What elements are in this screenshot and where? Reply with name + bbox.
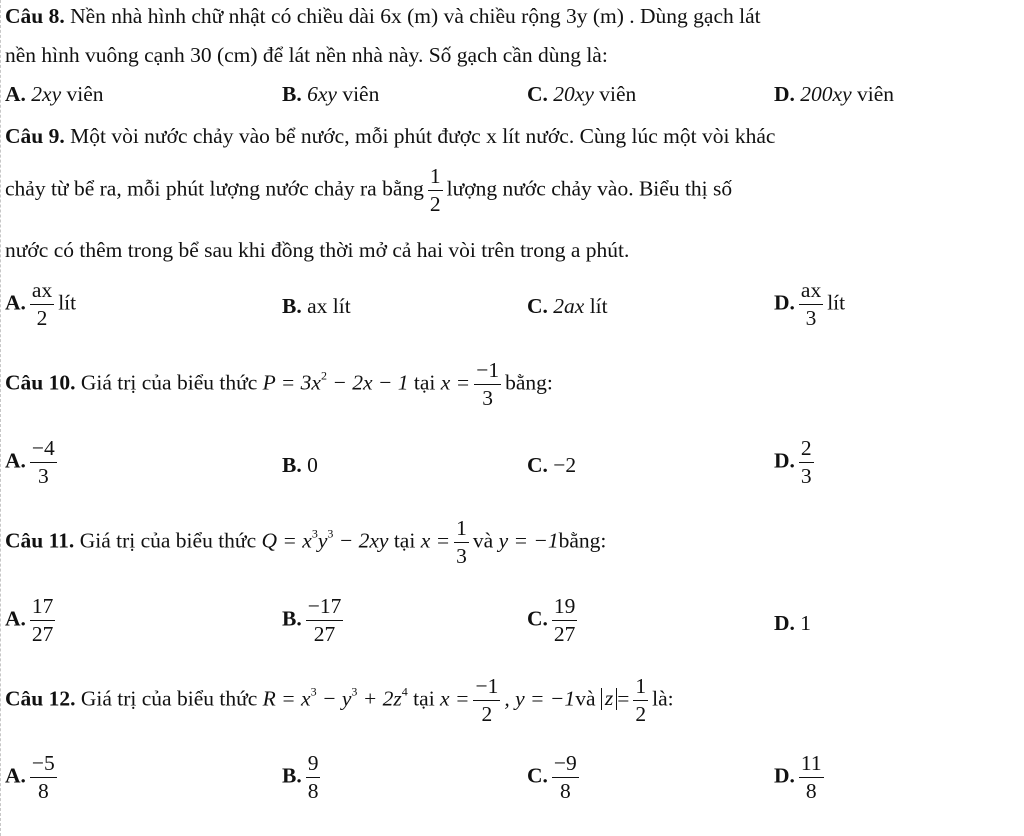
q11-expr-y: y bbox=[317, 528, 328, 553]
q11-label: Câu 11. bbox=[5, 528, 75, 553]
fraction bbox=[474, 360, 501, 409]
option-expr: ax bbox=[307, 294, 328, 318]
fraction bbox=[30, 280, 54, 329]
option-expr: 6xy bbox=[307, 82, 337, 106]
option-letter: A. bbox=[5, 448, 26, 473]
exponent: 4 bbox=[401, 684, 408, 699]
fraction bbox=[30, 596, 56, 645]
option-letter: A. bbox=[5, 82, 26, 106]
exponent: 3 bbox=[327, 526, 334, 541]
option-unit: viên bbox=[66, 82, 104, 106]
option-letter: D. bbox=[774, 763, 795, 788]
option-unit: lít bbox=[589, 294, 608, 318]
fraction-num: −9 bbox=[552, 753, 579, 778]
exponent: 2 bbox=[320, 368, 327, 383]
fraction-den: 3 bbox=[805, 305, 817, 330]
fraction-num: 9 bbox=[306, 753, 321, 778]
option-letter: A. bbox=[5, 606, 26, 631]
option-expr: −2 bbox=[553, 453, 577, 477]
fraction bbox=[306, 753, 321, 802]
q12-tail: là: bbox=[652, 686, 674, 711]
option-letter: D. bbox=[774, 448, 795, 473]
q8-label: Câu 8. bbox=[5, 4, 65, 28]
option-unit: viên bbox=[857, 82, 895, 106]
q8-option-c bbox=[527, 84, 636, 106]
option-letter: C. bbox=[527, 763, 548, 788]
fraction-num: −4 bbox=[30, 438, 57, 463]
fraction bbox=[799, 280, 823, 329]
fraction-den: 8 bbox=[307, 778, 319, 803]
q11-text: Giá trị của biểu thức bbox=[79, 528, 257, 553]
q11-option-a bbox=[5, 596, 59, 645]
fraction-num: −1 bbox=[474, 360, 501, 385]
q8-line1 bbox=[5, 6, 761, 28]
option-letter: C. bbox=[527, 453, 548, 477]
q9-label: Câu 9. bbox=[5, 124, 65, 148]
option-letter: D. bbox=[774, 290, 795, 315]
fraction-num: 19 bbox=[552, 596, 578, 621]
fraction-num: −17 bbox=[306, 596, 344, 621]
q10-line bbox=[5, 360, 553, 409]
fraction-num: 1 bbox=[428, 166, 443, 191]
exponent: 3 bbox=[351, 684, 358, 699]
option-letter: A. bbox=[5, 763, 26, 788]
fraction-num: 1 bbox=[454, 518, 469, 543]
fraction bbox=[306, 596, 344, 645]
q8-option-a bbox=[5, 84, 104, 106]
fraction-den: 2 bbox=[481, 701, 493, 726]
fraction bbox=[552, 753, 579, 802]
q12-expr-y: − y bbox=[316, 686, 352, 711]
q9-text2a: chảy từ bể ra, mỗi phút lượng nước chảy ra bằng bbox=[5, 176, 424, 201]
q11-option-d bbox=[774, 613, 811, 635]
fraction bbox=[30, 438, 57, 487]
q11-option-c bbox=[527, 596, 581, 645]
fraction bbox=[473, 676, 500, 725]
exponent: 3 bbox=[311, 526, 318, 541]
fraction bbox=[799, 438, 814, 487]
fraction-num: 2 bbox=[799, 438, 814, 463]
option-letter: B. bbox=[282, 763, 302, 788]
option-unit: lít bbox=[827, 290, 846, 315]
option-letter: A. bbox=[5, 290, 26, 315]
q10-var: x = bbox=[440, 370, 471, 395]
q11-expr-rest: − 2xy bbox=[333, 528, 389, 553]
option-expr: 2ax bbox=[553, 294, 585, 318]
fraction-num: 1 bbox=[633, 676, 648, 701]
q12-option-d bbox=[774, 753, 828, 802]
fraction bbox=[633, 676, 648, 725]
option-expr: 20xy bbox=[553, 82, 594, 106]
q12-eq: = bbox=[617, 686, 630, 711]
option-letter: B. bbox=[282, 294, 302, 318]
q11-option-b bbox=[282, 596, 347, 645]
q10-expr-rest: − 2x − 1 bbox=[326, 370, 409, 395]
option-unit: lít bbox=[58, 290, 77, 315]
option-letter: C. bbox=[527, 294, 548, 318]
q9-option-c bbox=[527, 296, 608, 318]
q12-var: x = bbox=[440, 686, 470, 711]
option-expr: 1 bbox=[800, 611, 812, 635]
q9-line1 bbox=[5, 126, 775, 148]
q12-option-b bbox=[282, 753, 324, 802]
fraction bbox=[428, 166, 443, 215]
q12-option-c bbox=[527, 753, 583, 802]
q12-label: Câu 12. bbox=[5, 686, 76, 711]
option-letter: C. bbox=[527, 606, 548, 631]
q10-expr: P = 3x bbox=[262, 370, 321, 395]
q10-option-c bbox=[527, 455, 576, 477]
fraction-den: 8 bbox=[37, 778, 49, 803]
fraction-num: 17 bbox=[30, 596, 56, 621]
q8-line2: nền hình vuông cạnh 30 (cm) để lát nền nhà này. Số gạch cần dùng là: bbox=[5, 43, 608, 67]
q11-expr: Q = x bbox=[261, 528, 312, 553]
fraction-den: 3 bbox=[456, 543, 467, 568]
option-unit: viên bbox=[342, 82, 380, 106]
q11-var: x = bbox=[420, 528, 451, 553]
q10-option-d bbox=[774, 438, 818, 487]
option-letter: B. bbox=[282, 82, 302, 106]
q8-option-b bbox=[282, 84, 379, 106]
fraction-den: 3 bbox=[482, 385, 494, 410]
q11-tail: bằng: bbox=[558, 528, 607, 553]
q9-line2 bbox=[5, 166, 732, 215]
option-letter: B. bbox=[282, 606, 302, 631]
q9-text2b: lượng nước chảy vào. Biểu thị số bbox=[446, 176, 733, 201]
option-unit: viên bbox=[599, 82, 637, 106]
option-expr: 200xy bbox=[800, 82, 852, 106]
fraction-num: −1 bbox=[473, 676, 500, 701]
option-letter: D. bbox=[774, 82, 795, 106]
fraction-num: 11 bbox=[799, 753, 824, 778]
fraction-den: 8 bbox=[559, 778, 571, 803]
fraction-den: 2 bbox=[36, 305, 48, 330]
q12-y: , y = −1 bbox=[504, 686, 576, 711]
q9-text1: Một vòi nước chảy vào bể nước, mỗi phút được x lít nước. Cùng lúc một vòi khác bbox=[70, 124, 776, 148]
exponent: 3 bbox=[310, 684, 317, 699]
q12-option-a bbox=[5, 753, 61, 802]
q10-text: Giá trị của biểu thức bbox=[80, 370, 258, 395]
fraction-num: ax bbox=[30, 280, 54, 305]
fraction bbox=[799, 753, 824, 802]
fraction-den: 8 bbox=[805, 778, 817, 803]
q12-abs-z: z bbox=[601, 688, 617, 710]
q12-text: Giá trị của biểu thức bbox=[80, 686, 258, 711]
fraction-den: 27 bbox=[31, 621, 54, 646]
fraction-den: 2 bbox=[635, 701, 647, 726]
q10-tail: bằng: bbox=[505, 370, 553, 395]
option-expr: 2xy bbox=[31, 82, 62, 106]
option-letter: C. bbox=[527, 82, 548, 106]
fraction bbox=[30, 753, 57, 802]
q9-line3: nước có thêm trong bể sau khi đồng thời mở cả hai vòi trên trong a phút. bbox=[5, 238, 630, 262]
option-letter: D. bbox=[774, 611, 795, 635]
fraction-den: 3 bbox=[800, 463, 812, 488]
q10-at: tại bbox=[413, 370, 436, 395]
q9-option-b bbox=[282, 296, 351, 318]
q12-and: và bbox=[575, 686, 596, 711]
fraction-num: −5 bbox=[30, 753, 57, 778]
q12-expr-z: + 2z bbox=[357, 686, 402, 711]
fraction-den: 27 bbox=[553, 621, 576, 646]
option-letter: B. bbox=[282, 453, 302, 477]
q8-option-d bbox=[774, 84, 894, 106]
q12-expr: R = x bbox=[262, 686, 311, 711]
fraction-den: 27 bbox=[313, 621, 336, 646]
q10-option-b bbox=[282, 455, 318, 477]
q10-option-a bbox=[5, 438, 61, 487]
q9-option-a bbox=[5, 280, 76, 329]
fraction bbox=[454, 518, 469, 567]
q11-line bbox=[5, 518, 606, 567]
q11-at: tại bbox=[393, 528, 416, 553]
fraction-den: 3 bbox=[37, 463, 49, 488]
fraction bbox=[552, 596, 578, 645]
q12-at: tại bbox=[413, 686, 435, 711]
q10-label: Câu 10. bbox=[5, 370, 76, 395]
option-unit: lít bbox=[332, 294, 351, 318]
q12-line bbox=[5, 676, 674, 725]
q8-text1: Nền nhà hình chữ nhật có chiều dài 6x (m) và chiều rộng 3y (m) . Dùng gạch lát bbox=[70, 4, 761, 28]
q9-option-d bbox=[774, 280, 845, 329]
option-expr: 0 bbox=[307, 453, 318, 477]
q11-y: y = −1 bbox=[498, 528, 559, 553]
fraction-den: 2 bbox=[429, 191, 441, 216]
fraction-num: ax bbox=[799, 280, 823, 305]
q11-and: và bbox=[472, 528, 494, 553]
